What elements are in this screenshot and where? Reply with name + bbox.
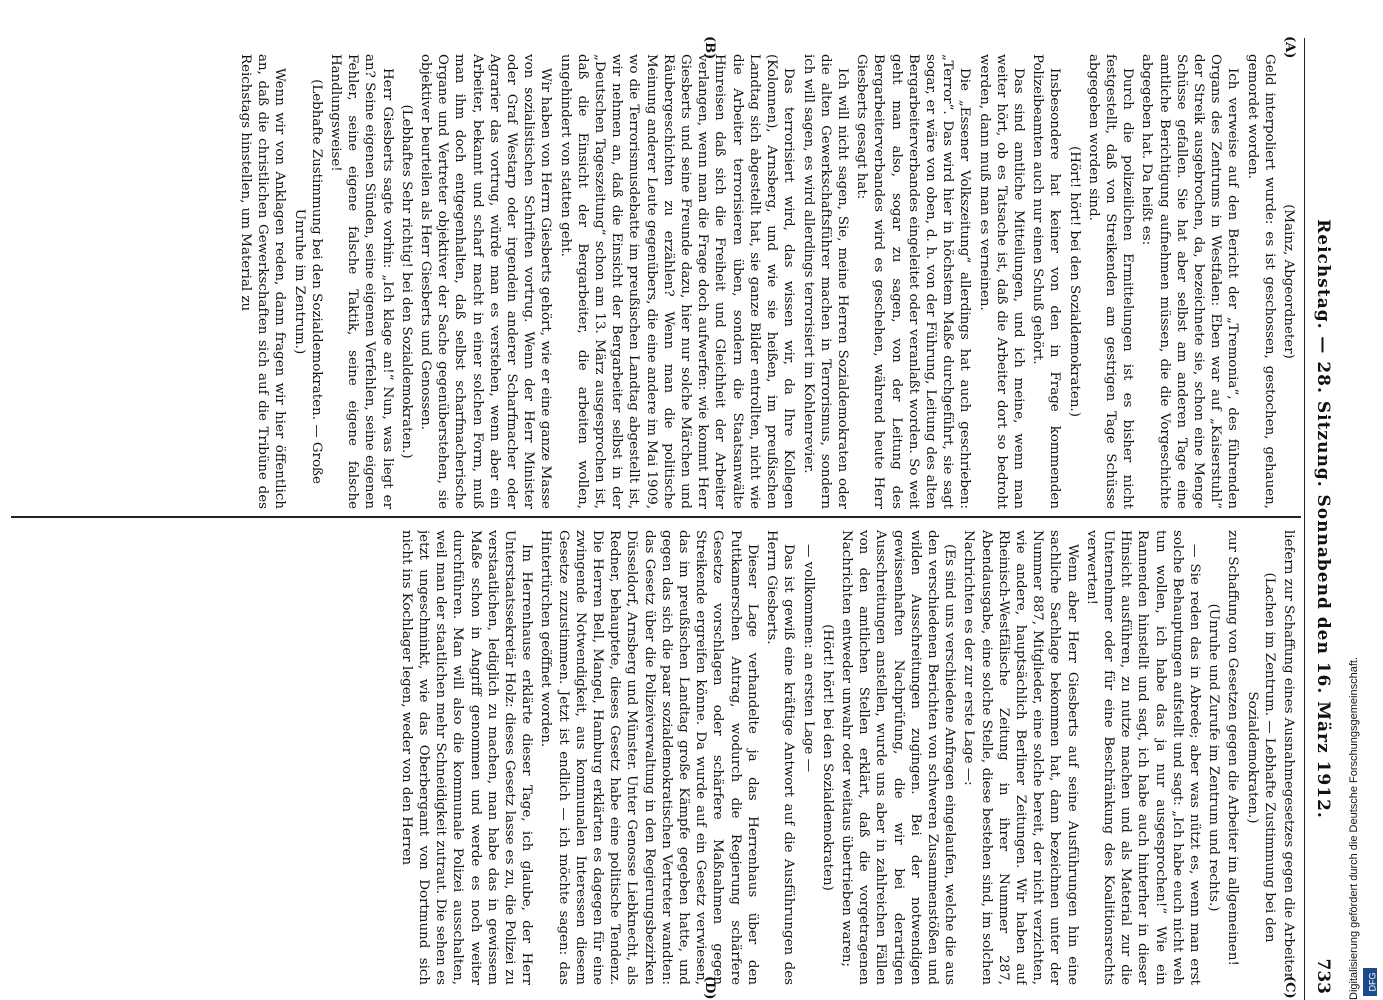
paragraph: Insbesondere hat keiner von den in Frage kommenden Polizeibeamten auch nur einen Schuß gehört. (1030, 54, 1063, 509)
page-header (1304, 38, 1337, 1000)
paragraph: zur Schaffung von Gesetzen gegen die Arbeiter im allgemeinen! (1225, 530, 1241, 966)
paragraph: — Sie reden das in Abrede; aber was nützt es, wenn man erst solche Behauptungen aufstellt und sagt: „Ich habe euch nicht weh tun wollen, ich habe das ja nur ausgesprochen!“ Wie ein Rannenden hinstellt und sagt, ich habe auch hinterher in dieser Hinsicht ausführen, zu nutze machen und als Material zur die Unternehmer oder für eine Beschränkung des Koalitionsrechts verwerten! (1083, 530, 1202, 985)
paragraph: Wir haben von Herrn Giesberts gehört, wie er eine ganze Masse von sozialistischen Schriften vortrug. Wenn der Herr Minister oder Graf Westarp oder irgendein anderer Scharfmacher oder Agrarier das vortrug, würde man es verstehen, wenn aber ein Arbeiter, bekannt und scharf macht in einer solchen Form, muß man ihm doch entgegenhalten, daß selbst scharfmacherische Organe und Vertreter objektiver der Sache gegenüberstehen, sie objektiver beurteilen als Herr Giesberts und Genossen. (418, 54, 554, 509)
interjection-text: (Mainz, Abgeordneter) (1281, 204, 1296, 359)
page-number: 733 (1313, 958, 1333, 994)
paragraph: Wenn aber Herr Giesberts auf seine Ausführungen hin eine sachliche Sachlage bekommen hat, dann bezeichnen unter der Nummer 887, Mitglieder, eine solche bereit, der nicht verzichten, wie andere, hauptsächlich Berliner Zeitungen. Wir haben auf Rheinisch-Westfälische Zeitung in ihrer Nummer 287, Abendausgabe, eine solche Stelle, diese bestehen sind, im solchen Nachrichten es der zur erste Lage —: (961, 530, 1080, 985)
interjection-text: (Lebhaftes Sehr richtig! bei den Sozialdemokraten.) (398, 104, 414, 459)
paragraph: Wenn wir von Anklagen reden, dann fragen wir hier öffentlich an, daß die christlichen Gewerkschaften sich auf die Tribüne des Reichstags hinstellen, um Material zu (238, 54, 288, 509)
interjection-text: (Hört! hört! bei den Sozialdemokraten.) (1066, 146, 1082, 417)
interjection-text: (Lachen im Zentrum. — Lebhafte Zustimmung bei den Sozialdemokraten.) (1244, 572, 1277, 943)
column-divider (11, 516, 1301, 518)
paragraph: Das ist gewiß eine kräftige Antwort auf die Ausführungen des Herrn Giesberts. (764, 530, 797, 985)
paragraph: Geld interpoliert wurde: es ist geschossen, gestochen, gehauen, gemordet worden. (1244, 54, 1277, 509)
left-text-column (17, 54, 1297, 509)
interjection-text: (Hört! hört! bei den Sozialdemokraten) (819, 624, 835, 891)
paragraph: Ich will nicht sagen, Sie, meine Herren Sozialdemokraten oder die alten Gewerkschaftsführer machen in Terrorismus, sondern ich will sagen, es wird allerdings terrorisiert im Kohlenrevier. (800, 54, 850, 509)
paragraph: Ich verweise auf den Bericht der „Tremonia“, des führenden Organs des Zentrums in Westfalen: Eben war auf „Kaiserstuhl“ der Streik ausgebrochen, da, bezeichnete sie, schon eine Menge Schüsse gefallen. Sie hat aber selbst am anderen Tage eine amtliche Berichtigung aufnehmen müssen, die die Vorgeschichte abgegeben hat. Da heißt es: (1139, 54, 1241, 509)
dfg-logo-icon (1363, 968, 1377, 996)
margin-mark-c: (C) (1282, 976, 1297, 999)
paragraph: Das terrorisiert wird, das wissen wir, da Ihre Kollegen (Kolonnen), Arnsberg, und wie sie heißen, im preußischen Landtag sich abgestellt hat, sie ganze Bilder entrollten, nicht wie die Arbeiter terrorisieren üben, sondern die Staatsanwälte Hinreisen daß sich die Freiheit und Gleichheit der Arbeiter verlangen, wenn man die Frage doch aufwerfen: wie kommt Herr Giesberts und seine Freunde dazu, hier nur solche Märchen und Räubergeschichten zu erzählen? Wenn man die politische Meinung anderer Leute gegenübers, die eine andere im Mai 1909, wo die Terrorismusdebatte im preußischen Landtag abgestellt ist, wir nehmen an, daß die Einsicht der Bergarbeiter selbst in der „Deutschen Tageszeitung“ schon am 13. März ausgesprochen ist, daß die Einsicht der Bergarbeiter, die arbeiten wollen, ungehindert von statten geht. (557, 54, 797, 509)
running-title: Reichstag. — 28. Sitzung. Sonnabend den 16. März 1912. (1313, 219, 1333, 819)
paragraph: — vollkommen: an ersten Lage — (800, 544, 816, 772)
margin-mark-d: (D) (702, 976, 717, 1000)
paragraph: liefern zur Schaffung eines Ausnahmegesetzes gegen die Arbeiter. (1281, 530, 1296, 982)
digitization-note: Digitalisierung gefördert durch die Deutsche Forschungsgemeinschaft. (1348, 656, 1360, 1000)
scanned-page (2, 38, 1337, 1000)
paragraph: (Es sind uns verschiedene Anfragen eingelaufen, welche die aus den verschiedenen Berichten von schweren Zusammenstößen und wilden Ausschreitungen zugingen. Bei der notwendigen gewissenhaften Nachprüfung, die wir bei derartigen Ausschreitungen anstellen, wurde uns aber in zahlreichen Fällen von den amtlichen Stellen erklärt, daß die vorgetragenen Nachrichten entweder unwahr oder weitaus übertrieben waren; (838, 530, 958, 985)
margin-mark-a: (A) (1282, 36, 1297, 59)
interjection-text: (Unruhe und Zurufe im Zentrum und rechts.) (1206, 603, 1222, 912)
margin-mark-b: (B) (702, 36, 717, 60)
right-text-column (17, 530, 1297, 985)
paragraph: Durch die polizeilichen Ermittelungen ist es bisher nicht festgestellt, daß von Streikenden am gestrigen Tage Schüsse abgegeben worden sind. (1085, 54, 1136, 509)
paragraph: Herr Giesberts sagte vorhin: „Ich klage an!“ Nun, was liegt er an? Seine eigenen Sünden, seine eigenen Verfehlen, seine eigenen Fehler, seine eigene falsche Taktik, seine eigene falsche Handlungsweise! (328, 54, 395, 509)
interjection-text: (Lebhafte Zustimmung bei den Sozialdemokraten. — Große Unruhe im Zentrum.) (291, 79, 324, 484)
paragraph: Im Herrenhause erklärte dieser Tage, ich glaube, der Herr Unterstaatssekretär Holz: dieses Gesetz lasse es zu, die Polizei zu verstaatlichen, lediglich zu machen, man habe das in gewissem Maße schon in Angriff genommen und werde es noch weiter durchführen. Man will also die kommunale Polizei ausschalten, weil man der staatlichen mehr Schneidigkeit zutraut. Die sehen es jetzt ungeschminkt, wie das Oberbergamt von Dortmund sich nicht ins Kochlager legen, weder von den Herren (398, 530, 535, 985)
paragraph: Die „Essener Volkszeitung“ allerdings hat auch geschrieben: „Terror“. Das wird hier in höchstem Maße durchgeführt, sie sagt sogar, er wäre von oben, d. h. von der Führung, Leitung des alten Bergarbeiterverbandes eingeleitet oder veranlaßt worden. So weit geht man also, sogar zu sagen, von der Leitung des Bergarbeiterverbandes wird es geschehen, während heute Herr Giesberts gesagt hat: (854, 54, 973, 509)
paragraph: Das sind amtliche Mitteilungen, und ich meine, wenn man weiter hört, ob es Tatsache ist, daß die Arbeiter dort so bedroht werden, dann muß man es verneinen. (976, 54, 1026, 509)
paragraph: Dieser Lage verhandelte ja das Herrenhaus über den Puttkamerschen Antrag, wodurch die Regierung schärfere Gesetze vorschlagen oder schärfere Maßnahmen gegen Streikende ergreifen könne. Da wurde auf ein Gesetz verwiesen, das im preußischen Landtag große Kämpfe gegeben hatte, und gegen das sich die paar sozialdemokratischen Vertreter wandten: das Gesetz über die Polizeiverwaltung in den Regierungsbezirken Düsseldorf, Arnsberg und Münster. Unter Genosse Liebknecht, als Redner, behauptete, dieses Gesetz habe eine politische Tendenz. Die Herren Bell, Mangel, Hamburg erklärten es dagegen für eine zwingende Notwendigkeit, aus kommunalen Interessen diesem Gesetze zuzustimmen. Jetzt ist endlich — ich möchte sagen: das Hintertürchen geöffnet worden. (538, 530, 760, 985)
dfg-badge-text: DFG (1367, 972, 1378, 992)
